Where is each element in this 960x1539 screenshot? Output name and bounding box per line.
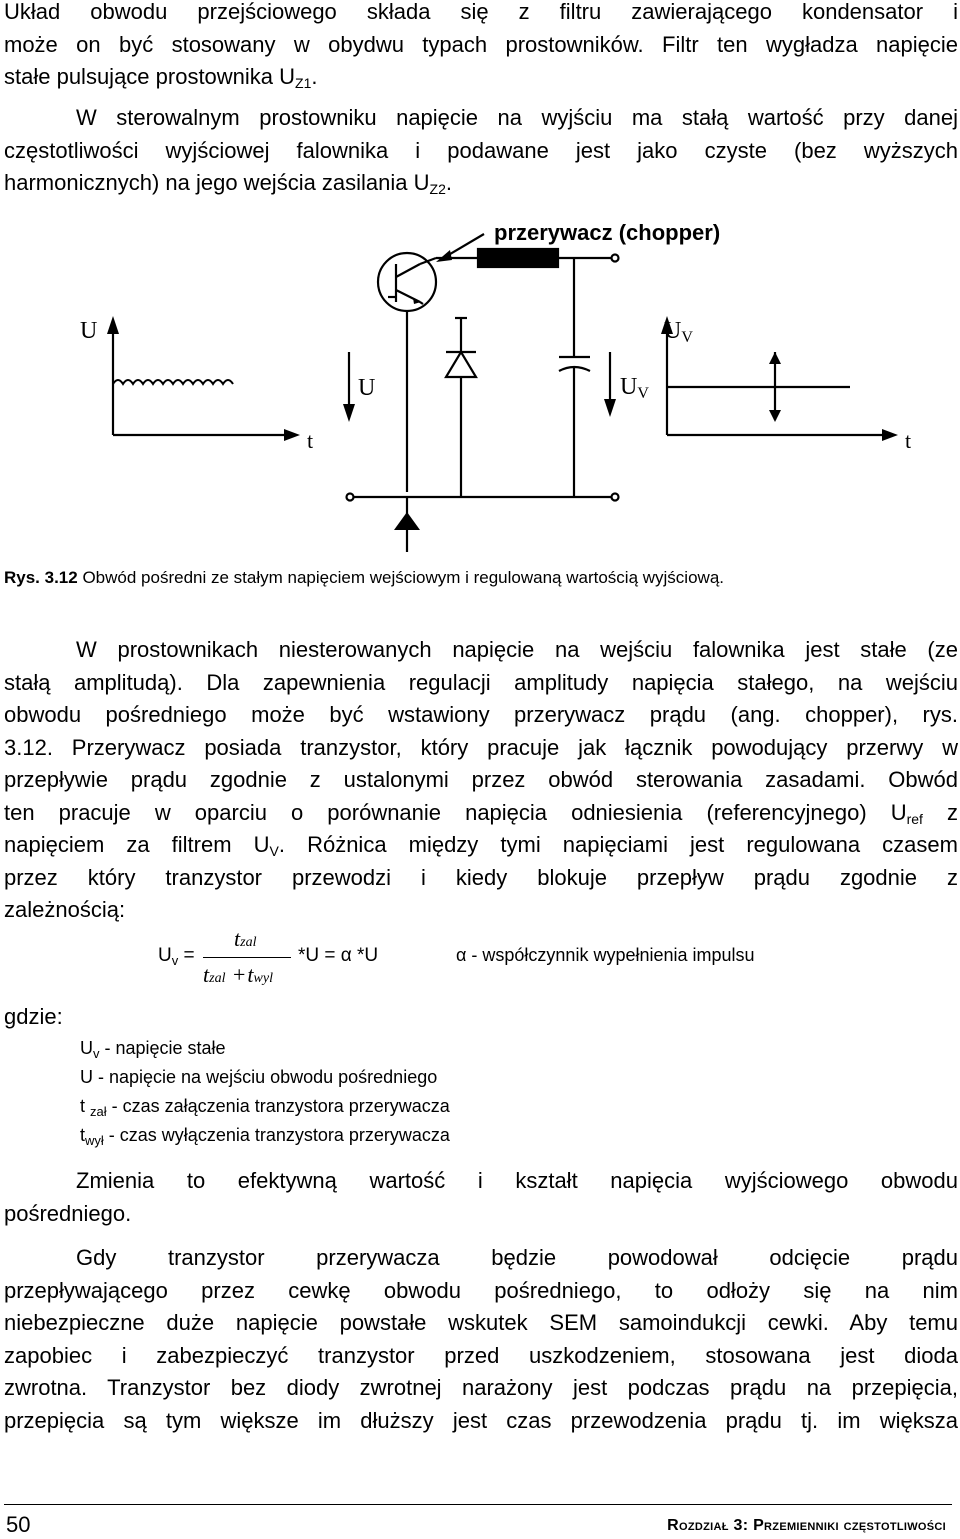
formula-denominator: tzal +twyl — [203, 962, 273, 987]
formula-lhs: $U_v$ = — [158, 945, 195, 968]
subscript: Z1 — [295, 75, 312, 91]
label-pointer-head — [436, 250, 452, 262]
formula-rhs: *U = α *U — [298, 945, 379, 966]
left-graph-ripple-waveform — [113, 380, 233, 384]
text-line: zależnością: — [4, 897, 126, 922]
text-line: zwrotna. Tranzystor bez diody zwrotnej narażony jest podczas prądu na przepięcia, — [4, 1375, 958, 1400]
output-voltage-label: UV — [620, 374, 649, 402]
footer-rule — [4, 1504, 952, 1505]
intro-paragraph-1 — [4, 0, 958, 94]
input-terminal-bottom — [347, 494, 354, 501]
figure-number: Rys. 3.12 — [4, 568, 78, 587]
figure-caption — [4, 568, 724, 588]
inductor-symbol — [478, 249, 558, 267]
chopper-label: przerywacz (chopper) — [494, 220, 721, 245]
text-line: napięciem za filtrem $U_V$. Różnica między tymi napięciami jest regulowana czasem — [4, 832, 958, 859]
output-terminal-top — [612, 255, 619, 262]
text-line: ten pracuje w oparciu o porównanie napięcia odniesienia (referencyjnego) $U_{ref}$ z — [4, 799, 958, 827]
text-line: przepływie prądu zgodnie z ustalonymi przez obwód sterowania zasadami. Obwód — [4, 767, 958, 792]
text-line: harmonicznych) na jego wejścia zasilania $U_{Z2}$. — [4, 170, 452, 197]
supply-arrow — [394, 512, 420, 530]
definition-item: t $_{zał}$ - czas załączenia tranzystora przerywacza — [80, 1096, 450, 1119]
definitions-list — [80, 1038, 450, 1154]
main-paragraph — [4, 634, 958, 927]
formula-numerator: tzal — [234, 926, 257, 951]
left-graph-y-label: U — [80, 318, 98, 344]
text-line: 3.12. Przerywacz posiada tranzystor, który pracuje jak łącznik powodujący przerwy w — [4, 734, 958, 760]
text-line: obwodu pośredniego może być wstawiony przerywacz prądu (ang. chopper), rys. — [4, 702, 958, 727]
text-line: W sterowalnym prostowniku napięcie na wyjściu ma stałą wartość przy danej — [76, 105, 958, 130]
definition-item: U - napięcie na wejściu obwodu pośredniego — [80, 1067, 438, 1087]
text-line: stałą amplitudą). Dla zapewnienia regulacji amplitudy napięcia stałego, na wejściu — [4, 669, 958, 695]
text-line: stałe pulsujące prostownika $U_{Z1}$. — [4, 64, 318, 91]
diode-symbol — [446, 352, 476, 377]
text-line: pośredniego. — [4, 1200, 132, 1226]
text-line: przepięcia są tym większe im dłuższy jest czas przewodzenia prądu tj. im większa — [4, 1407, 958, 1433]
paragraph-gdy — [4, 1242, 958, 1437]
where-label: gdzie: — [4, 1004, 63, 1029]
right-graph-x-label: t — [905, 428, 912, 453]
formula-note: α - współczynnik wypełnienia impulsu — [456, 945, 755, 965]
definition-item: $U_v$ - napięcie stałe — [80, 1038, 226, 1061]
fraction-bar — [203, 957, 291, 958]
text-line: Zmienia to efektywną wartość i kształt napięcia wyjściowego obwodu — [76, 1168, 958, 1193]
output-terminal-bottom — [612, 494, 619, 501]
text-line: niebezpieczne duże napięcie powstałe wskutek SEM samoindukcji cewki. Aby temu — [4, 1310, 958, 1335]
text-line: W prostownikach niesterowanych napięcie na wejściu falownika jest stałe (ze — [76, 637, 958, 662]
right-graph-y-label: UV — [664, 318, 693, 346]
text-line: przepływającego przez cewkę obwodu pośredniego, to odłoży się na nim — [4, 1277, 958, 1303]
text-line: może on być stosowany w obydwu typach prostowników. Filtr ten wygładza napięcie — [4, 31, 958, 57]
intro-paragraph-2 — [4, 102, 958, 200]
text-line: przez który tranzystor przewodzi i kiedy blokuje przepływ prądu zgodnie z — [4, 864, 958, 890]
text-line: zapobiec i zabezpieczyć tranzystor przed uszkodzeniem, stosowana jest dioda — [4, 1342, 958, 1368]
figure-caption-text: Obwód pośredni ze stałym napięciem wejściowym i regulowaną wartością wyjściową. — [77, 568, 724, 587]
input-voltage-label: U — [358, 375, 376, 401]
chapter-title: Rozdział 3: Przemienniki częstotliwości — [667, 1517, 946, 1534]
paragraph-zmienia — [4, 1165, 958, 1230]
circuit-diagram — [0, 222, 960, 552]
text-line: Układ obwodu przejściowego składa się z filtru zawierającego kondensator i — [4, 0, 958, 24]
subscript: Z2 — [429, 181, 446, 197]
left-graph-x-label: t — [307, 428, 314, 453]
text-line: Gdy tranzystor przerywacza będzie powodował odcięcie prądu — [76, 1245, 958, 1270]
page-number: 50 — [6, 1512, 31, 1537]
text-line: częstotliwości wyjściowej falownika i podawane jest jako czyste (bez wyższych — [4, 137, 958, 163]
definition-item: $t_{wył}$ - czas wyłączenia tranzystora przerywacza — [80, 1125, 450, 1148]
